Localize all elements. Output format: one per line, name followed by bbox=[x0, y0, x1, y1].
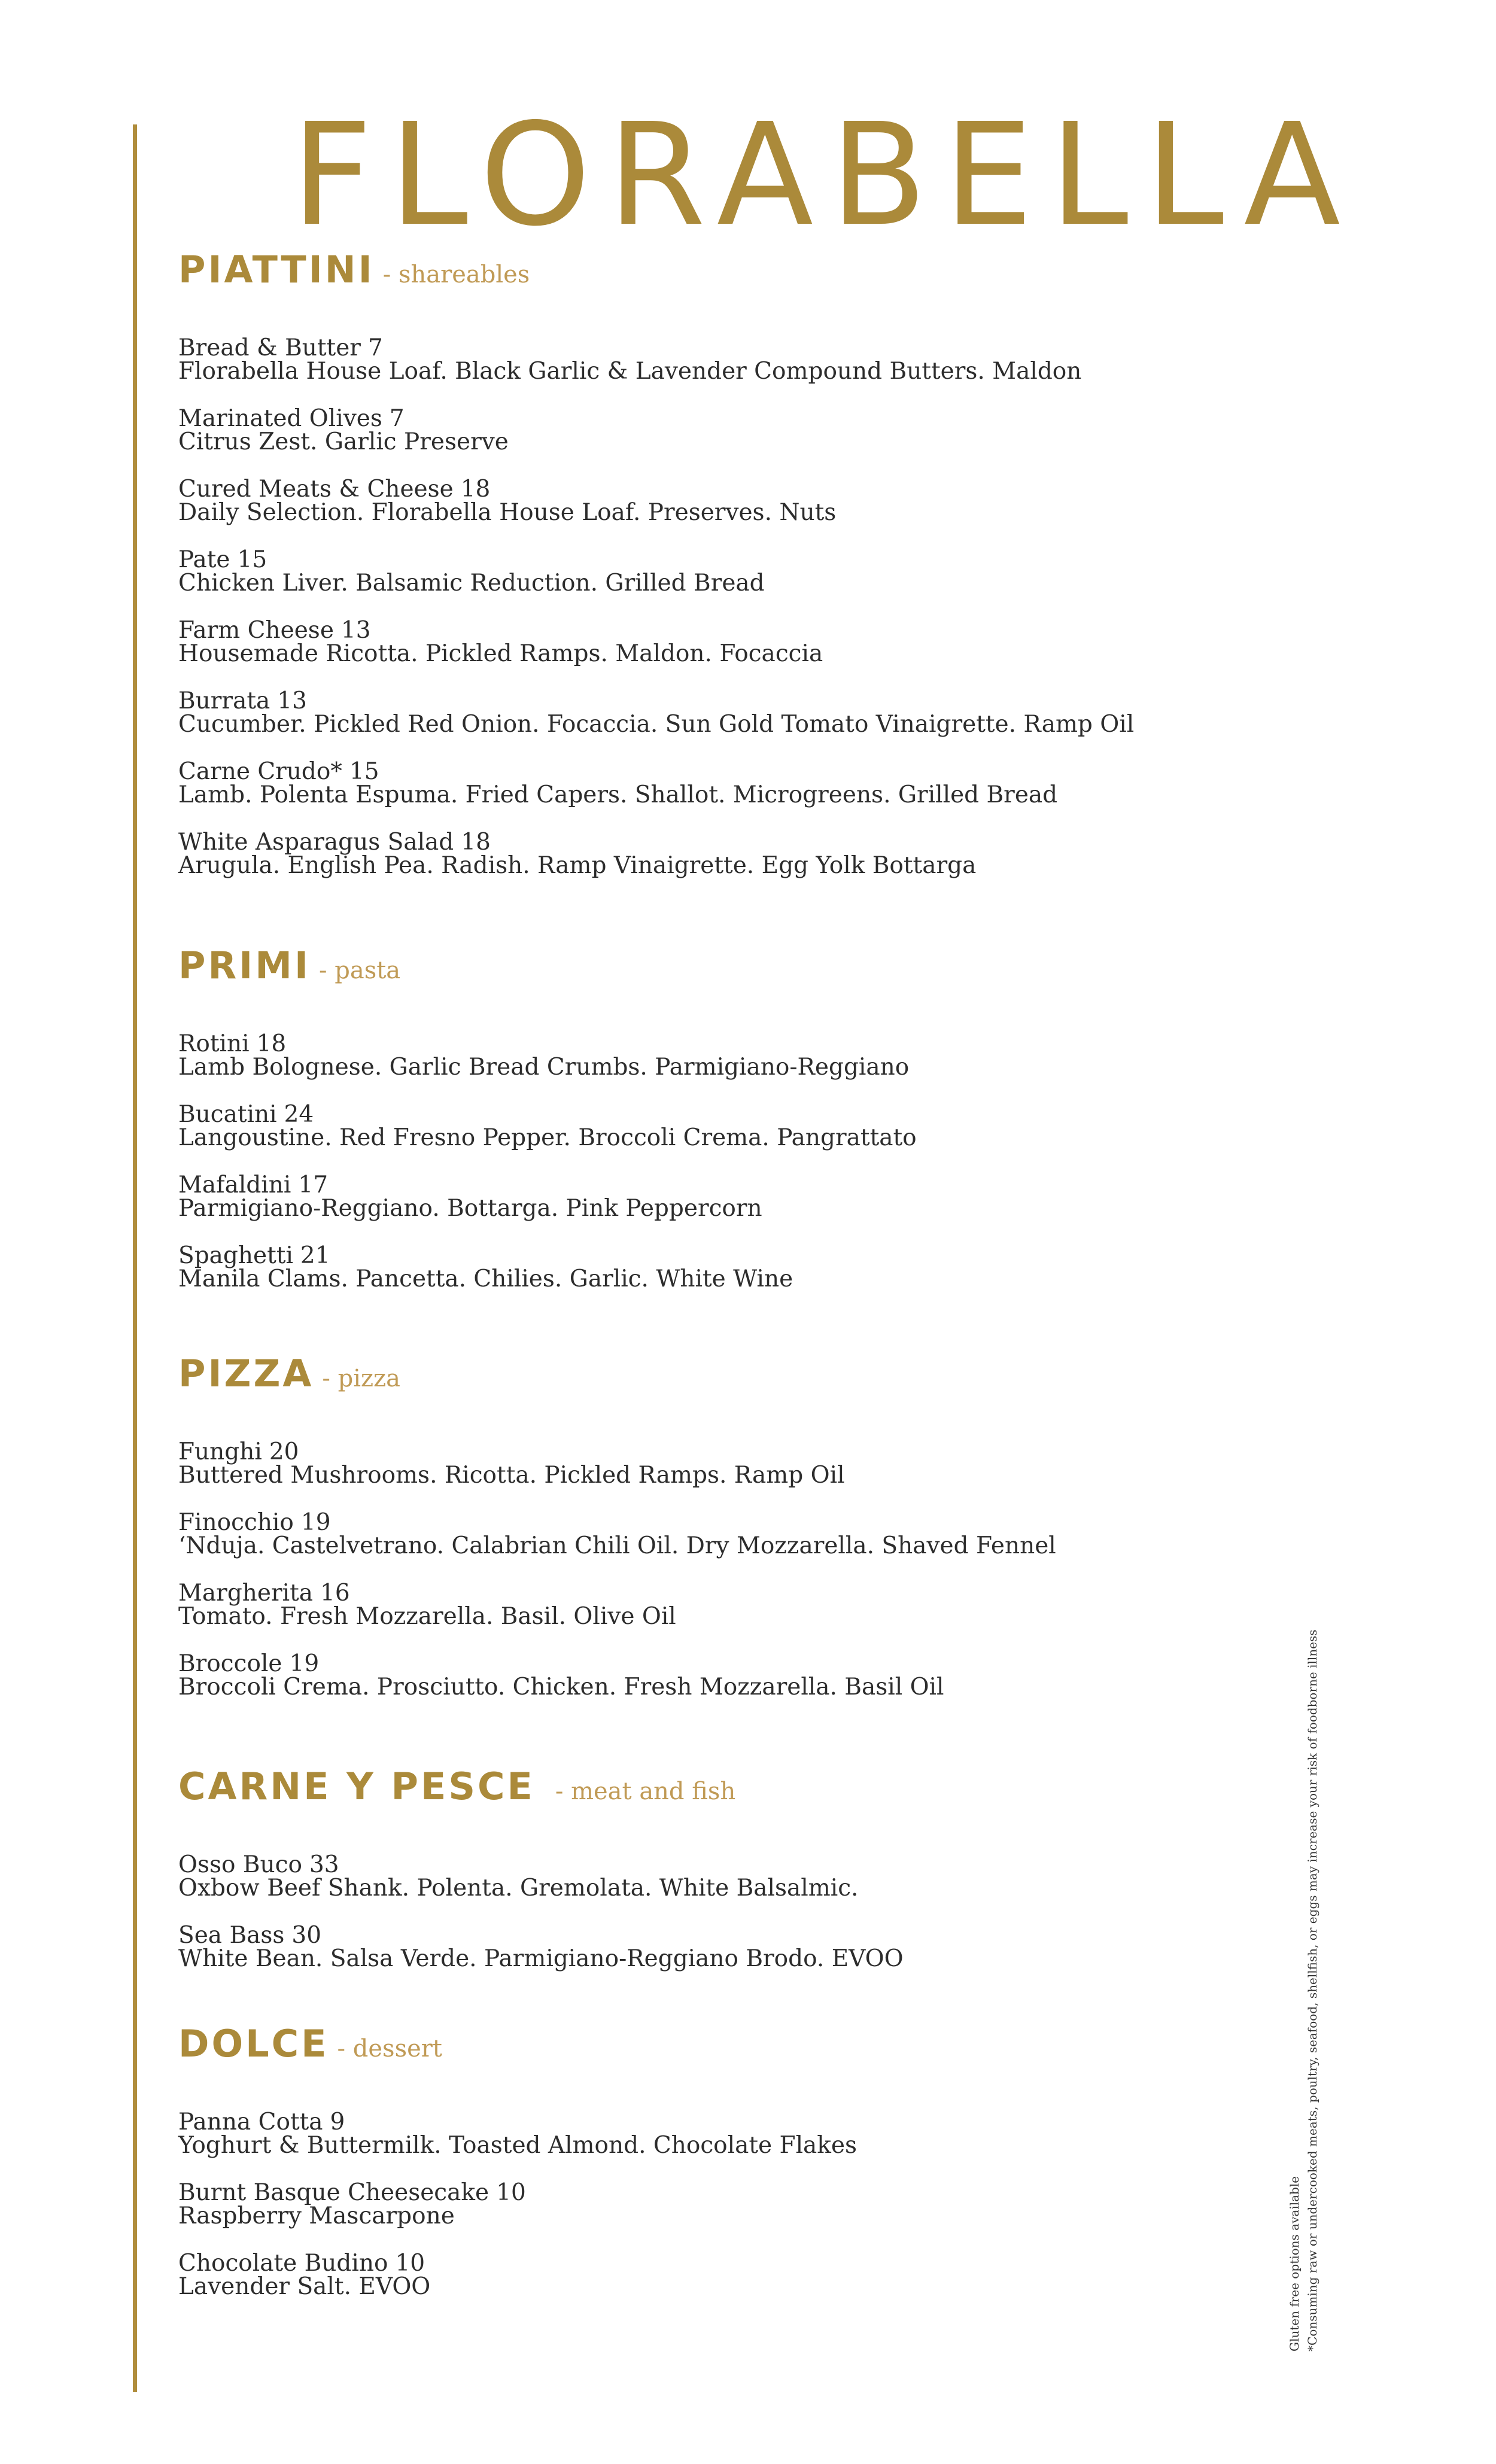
menu-item bbox=[178, 548, 1134, 595]
menu-item bbox=[178, 689, 1134, 736]
item-price: 18 bbox=[461, 829, 491, 856]
section-heading bbox=[178, 1352, 1056, 1395]
item-name: Bread & Butter bbox=[178, 334, 361, 361]
item-price: 33 bbox=[309, 1851, 339, 1878]
menu-item bbox=[178, 831, 1134, 877]
section-heading bbox=[178, 248, 1134, 291]
item-title-line bbox=[178, 1032, 917, 1055]
item-price: 13 bbox=[340, 617, 371, 644]
left-gold-rule bbox=[133, 124, 137, 2392]
item-description: Housemade Ricotta. Pickled Ramps. Maldon. Focaccia bbox=[178, 640, 823, 667]
section-title: PIZZA bbox=[178, 1352, 314, 1395]
item-title-line bbox=[178, 689, 1134, 713]
item-name: Rotini bbox=[178, 1030, 250, 1057]
item-name: Marinated Olives bbox=[178, 405, 382, 432]
item-description: Tomato. Fresh Mozzarella. Basil. Olive Oil bbox=[178, 1603, 676, 1630]
section-subtitle: - pizza bbox=[322, 1365, 401, 1392]
item-name: Mafaldini bbox=[178, 1172, 291, 1198]
item-name: Panna Cotta bbox=[178, 2109, 323, 2136]
item-title-line bbox=[178, 831, 1134, 854]
menu-item bbox=[178, 1581, 1056, 1628]
menu-item bbox=[178, 1924, 904, 1970]
section-heading bbox=[178, 944, 917, 987]
item-price: 13 bbox=[277, 688, 307, 714]
item-price: 10 bbox=[395, 2250, 425, 2277]
item-description: Cucumber. Pickled Red Onion. Focaccia. Sun Gold Tomato Vinaigrette. Ramp Oil bbox=[178, 711, 1135, 738]
item-name: Bucatini bbox=[178, 1101, 277, 1128]
menu-item bbox=[178, 1244, 917, 1291]
item-name: Sea Bass bbox=[178, 1922, 285, 1949]
item-description: Yoghurt & Buttermilk. Toasted Almond. Chocolate Flakes bbox=[178, 2132, 858, 2159]
item-name: Chocolate Budino bbox=[178, 2250, 388, 2277]
section-heading bbox=[178, 2022, 857, 2065]
menu-item bbox=[178, 407, 1134, 454]
item-title-line bbox=[178, 1511, 1056, 1534]
item-title-line bbox=[178, 1853, 904, 1876]
item-name: Carne Crudo* bbox=[178, 758, 342, 785]
item-description: Lamb Bolognese. Garlic Bread Crumbs. Parmigiano-Reggiano bbox=[178, 1054, 910, 1081]
item-description: Manila Clams. Pancetta. Chilies. Garlic. White Wine bbox=[178, 1266, 793, 1292]
item-price: 30 bbox=[291, 1922, 322, 1949]
section-title: DOLCE bbox=[178, 2022, 329, 2065]
item-price: 15 bbox=[349, 758, 379, 785]
section-title: CARNE Y PESCE bbox=[178, 1765, 535, 1808]
item-title-line bbox=[178, 1924, 904, 1947]
item-description: Daily Selection. Florabella House Loaf. Preserves. Nuts bbox=[178, 499, 837, 526]
item-title-line bbox=[178, 2110, 857, 2134]
item-price: 19 bbox=[300, 1509, 331, 1536]
item-title-line bbox=[178, 1173, 917, 1197]
item-description: Arugula. English Pea. Radish. Ramp Vinaigrette. Egg Yolk Bottarga bbox=[178, 852, 977, 879]
item-price: 15 bbox=[237, 546, 267, 573]
item-title-line bbox=[178, 2252, 857, 2275]
item-price: 18 bbox=[460, 476, 491, 503]
item-price: 18 bbox=[256, 1030, 287, 1057]
menu-item bbox=[178, 619, 1134, 665]
menu-item bbox=[178, 2110, 857, 2157]
item-name: Burrata bbox=[178, 688, 270, 714]
section-subtitle: - dessert bbox=[337, 2035, 442, 2063]
menu-item bbox=[178, 1440, 1056, 1487]
item-price: 17 bbox=[298, 1172, 329, 1198]
item-name: Margherita bbox=[178, 1580, 314, 1607]
menu-item bbox=[178, 1032, 917, 1079]
allergy-disclaimer bbox=[1285, 1629, 1321, 2352]
menu-item bbox=[178, 336, 1134, 383]
item-name: Pate bbox=[178, 546, 230, 573]
item-title-line bbox=[178, 477, 1134, 501]
item-price: 16 bbox=[320, 1580, 350, 1607]
item-name: White Asparagus Salad bbox=[178, 829, 454, 856]
item-name: Funghi bbox=[178, 1438, 262, 1465]
item-title-line bbox=[178, 760, 1134, 783]
item-price: 7 bbox=[389, 405, 405, 432]
item-description: Oxbow Beef Shank. Polenta. Gremolata. White Balsalmic. bbox=[178, 1875, 859, 1902]
section-pizza bbox=[178, 1352, 1056, 1723]
item-name: Spaghetti bbox=[178, 1242, 293, 1269]
item-description: Chicken Liver. Balsamic Reduction. Grilled Bread bbox=[178, 570, 765, 597]
item-price: 21 bbox=[300, 1242, 330, 1269]
menu-item bbox=[178, 477, 1134, 524]
item-price: 9 bbox=[330, 2109, 345, 2136]
item-name: Burnt Basque Cheesecake bbox=[178, 2179, 489, 2206]
item-price: 24 bbox=[284, 1101, 314, 1128]
section-title: PRIMI bbox=[178, 944, 311, 987]
item-title-line bbox=[178, 336, 1134, 360]
item-title-line bbox=[178, 1440, 1056, 1464]
item-description: Florabella House Loaf. Black Garlic & Lavender Compound Butters. Maldon bbox=[178, 358, 1082, 385]
section-title: PIATTINI bbox=[178, 248, 375, 291]
menu-item bbox=[178, 1173, 917, 1220]
item-title-line bbox=[178, 2181, 857, 2204]
section-carne-y-pesce bbox=[178, 1765, 904, 1994]
section-piattini bbox=[178, 248, 1135, 901]
item-description: Buttered Mushrooms. Ricotta. Pickled Ramps. Ramp Oil bbox=[178, 1462, 845, 1489]
menu-item bbox=[178, 760, 1134, 807]
gluten-free-note: Gluten free options available bbox=[1287, 2176, 1302, 2352]
item-description: Citrus Zest. Garlic Preserve bbox=[178, 428, 509, 455]
item-description: Broccoli Crema. Prosciutto. Chicken. Fresh Mozzarella. Basil Oil bbox=[178, 1674, 944, 1701]
item-description: Lavender Salt. EVOO bbox=[178, 2273, 431, 2300]
restaurant-logo-title: FLORABELLA bbox=[291, 93, 1357, 257]
item-price: 10 bbox=[496, 2179, 526, 2206]
menu-item bbox=[178, 2252, 857, 2298]
item-title-line bbox=[178, 1652, 1056, 1675]
item-price: 20 bbox=[269, 1438, 299, 1465]
item-name: Osso Buco bbox=[178, 1851, 302, 1878]
section-dolce bbox=[178, 2022, 858, 2322]
menu-item bbox=[178, 2181, 857, 2228]
item-name: Cured Meats & Cheese bbox=[178, 476, 454, 503]
item-price: 7 bbox=[367, 334, 383, 361]
menu-item bbox=[178, 1652, 1056, 1699]
item-title-line bbox=[178, 1244, 917, 1267]
item-description: Langoustine. Red Fresno Pepper. Broccoli Crema. Pangrattato bbox=[178, 1124, 917, 1151]
item-description: ‘Nduja. Castelvetrano. Calabrian Chili Oil. Dry Mozzarella. Shaved Fennel bbox=[178, 1532, 1056, 1559]
raw-food-warning: *Consuming raw or undercooked meats, poultry, seafood, shellfish, or eggs may increase your risk of foodborne illness bbox=[1305, 1629, 1319, 2352]
item-description: White Bean. Salsa Verde. Parmigiano-Reggiano Brodo. EVOO bbox=[178, 1945, 904, 1972]
menu-item bbox=[178, 1511, 1056, 1558]
section-subtitle: - meat and fish bbox=[555, 1778, 736, 1805]
item-name: Finocchio bbox=[178, 1509, 294, 1536]
item-title-line bbox=[178, 407, 1134, 430]
item-description: Raspberry Mascarpone bbox=[178, 2203, 455, 2229]
item-name: Broccole bbox=[178, 1650, 282, 1677]
item-name: Farm Cheese bbox=[178, 617, 334, 644]
section-subtitle: - shareables bbox=[382, 261, 530, 288]
menu-item bbox=[178, 1853, 904, 1900]
section-primi bbox=[178, 944, 917, 1315]
item-description: Parmigiano-Reggiano. Bottarga. Pink Peppercorn bbox=[178, 1195, 762, 1222]
item-title-line bbox=[178, 548, 1134, 571]
menu-item bbox=[178, 1103, 917, 1149]
section-subtitle: - pasta bbox=[319, 957, 401, 984]
item-title-line bbox=[178, 1103, 917, 1126]
item-title-line bbox=[178, 1581, 1056, 1605]
item-title-line bbox=[178, 619, 1134, 642]
item-description: Lamb. Polenta Espuma. Fried Capers. Shallot. Microgreens. Grilled Bread bbox=[178, 781, 1058, 808]
section-heading bbox=[178, 1765, 904, 1808]
item-price: 19 bbox=[289, 1650, 320, 1677]
